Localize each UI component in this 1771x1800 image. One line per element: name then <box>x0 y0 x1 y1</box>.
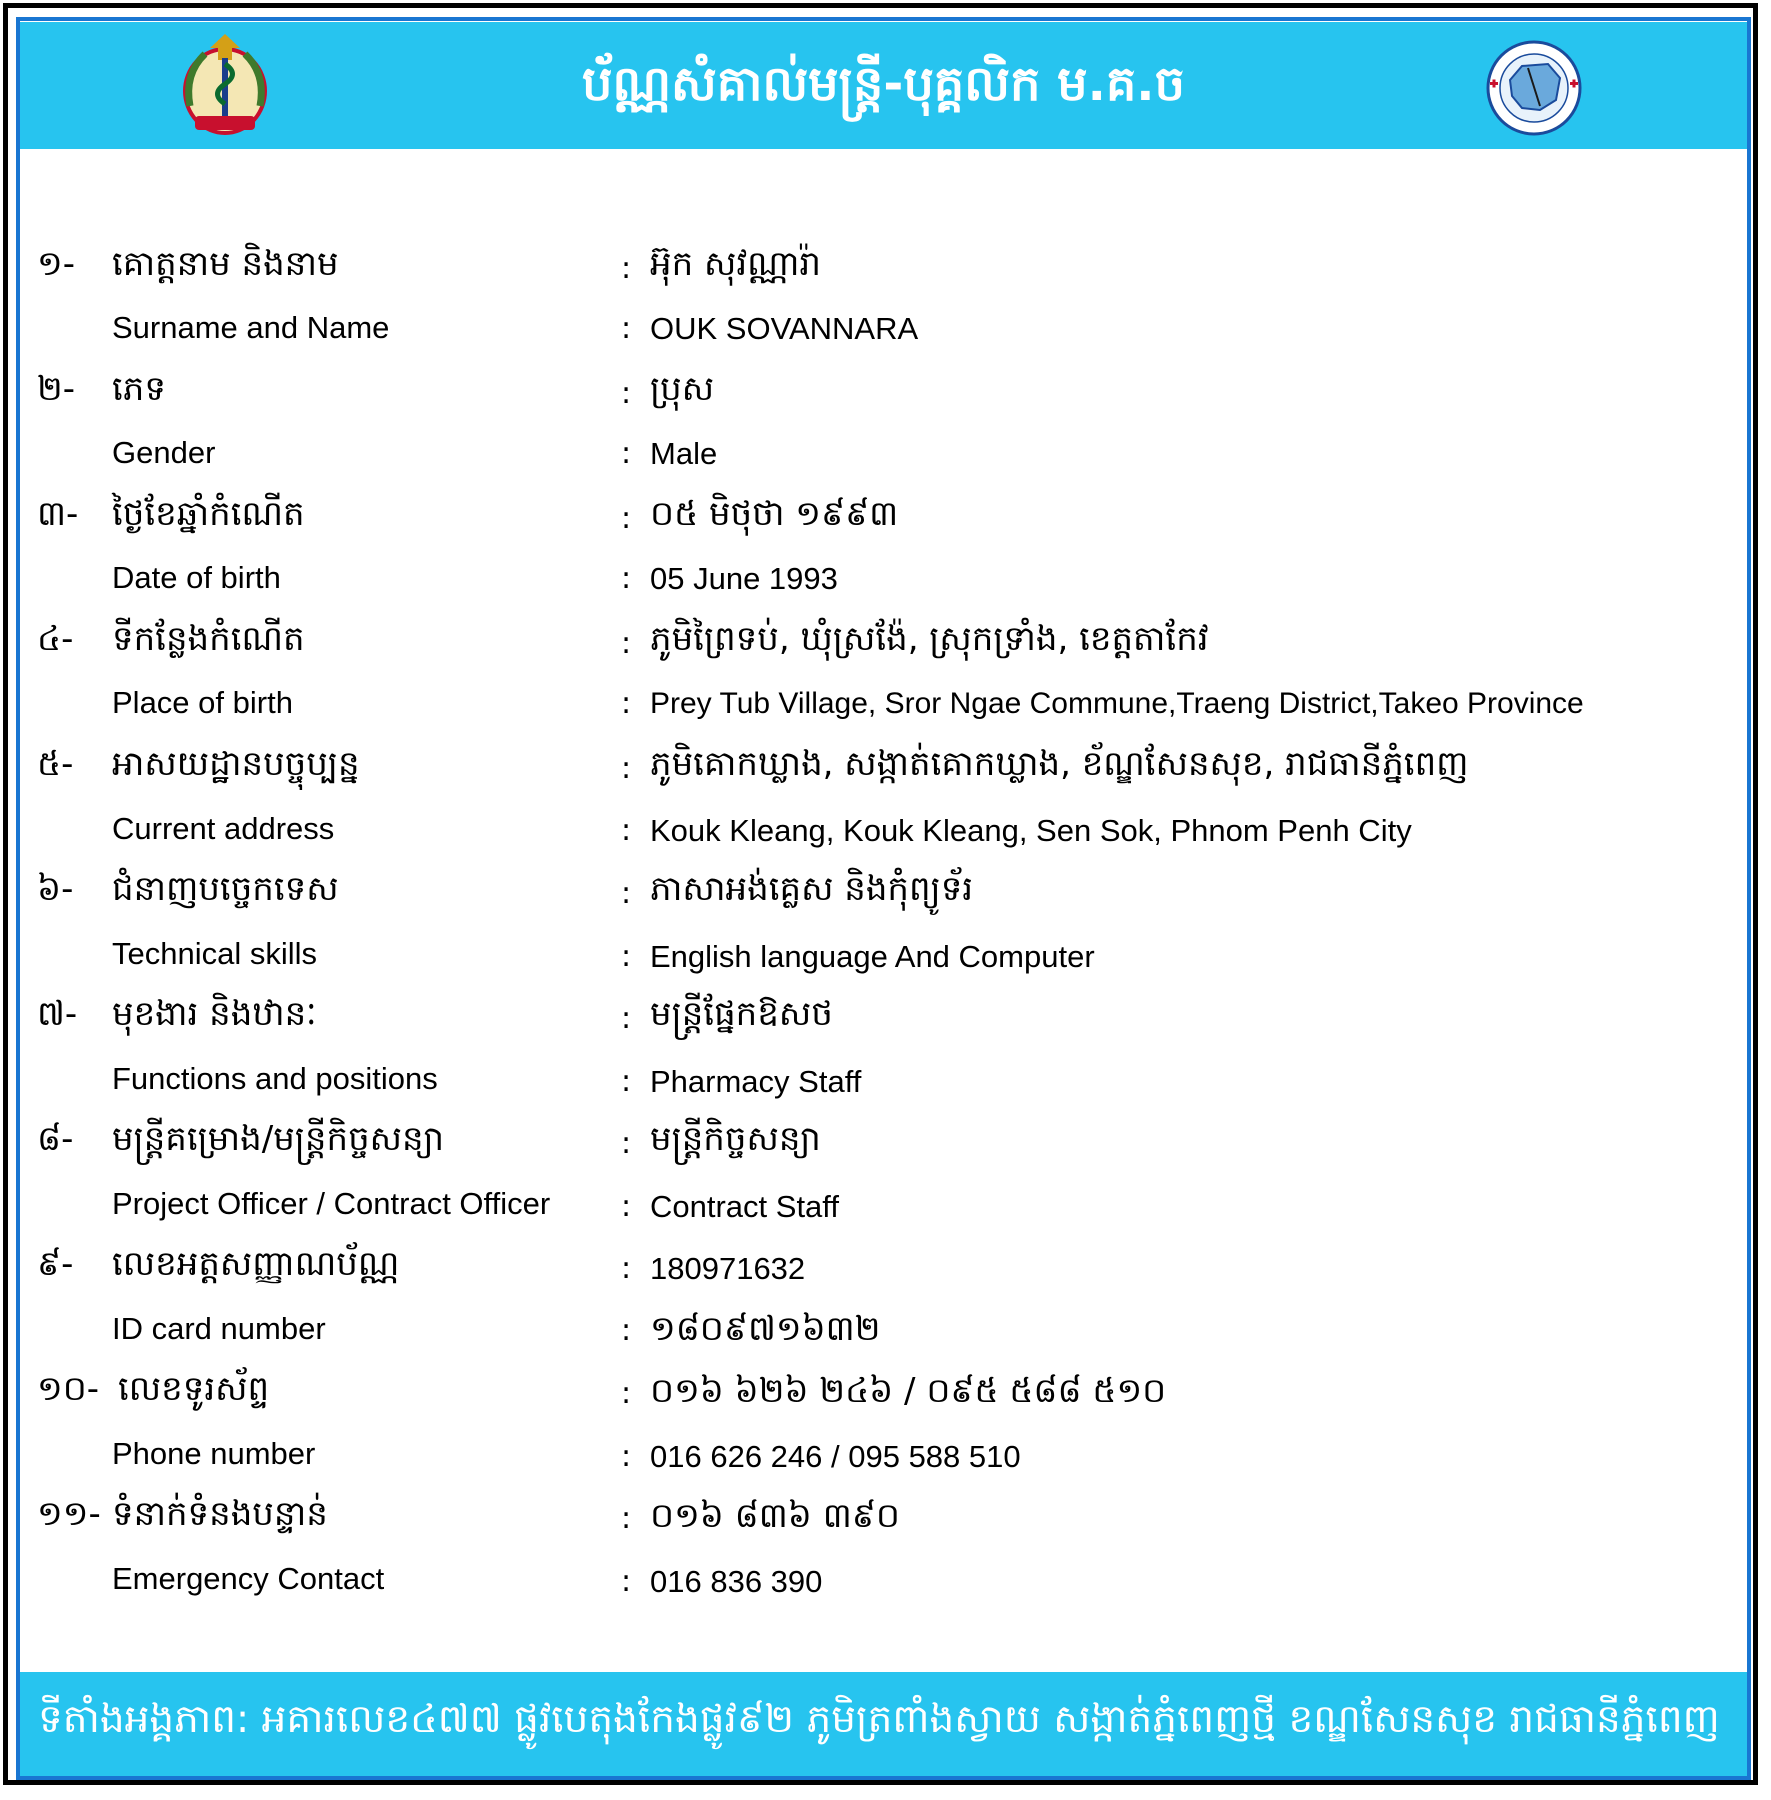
field-value-en: Pharmacy Staff <box>650 1064 862 1099</box>
field-value-km: ភូមិគោកឃ្លាង, សង្កាត់គោកឃ្លាង, ខ័ណ្ឌសែនសុខ, រាជធានីភ្នំពេញ <box>650 744 1469 784</box>
field-colon: : <box>621 1501 632 1536</box>
field-value-km: ០១៦ ៨៣៦ ៣៩០ <box>650 1496 900 1536</box>
field-colon: : <box>621 1001 632 1036</box>
field-value-en: 016 836 390 <box>650 1564 823 1599</box>
field-label-km: លេខអត្តសញ្ញាណប័ណ្ណ <box>112 1244 400 1284</box>
field-label-en: Phone number <box>112 1436 316 1471</box>
field-value-en: Kouk Kleang, Kouk Kleang, Sen Sok, Phnom Penh City <box>650 813 1412 848</box>
field-value-km: ប្រុស <box>650 369 715 409</box>
field-label-en: Functions and positions <box>112 1061 438 1096</box>
field-value-km: ០១៦ ៦២៦ ២៤៦ / ០៩៥ ៥៨៨ ៥១០ <box>650 1371 1167 1411</box>
field-value-km: អ៊ុក សុវណ្ណារ៉ា <box>650 244 822 284</box>
field-number: ៦- <box>37 869 74 909</box>
field-colon: : <box>621 1251 632 1286</box>
field-label-en: Project Officer / Contract Officer <box>112 1186 551 1221</box>
field-label-km: អាសយដ្ឋានបច្ចុប្បន្ន <box>112 744 360 784</box>
field-colon: : <box>621 251 632 286</box>
field-value-km: មន្ត្រីកិច្ចសន្យា <box>650 1119 821 1159</box>
field-label-km: មន្ត្រីគម្រោង/មន្ត្រីកិច្ចសន្យា <box>112 1119 445 1159</box>
card-header <box>20 22 1747 149</box>
field-value-en: 05 June 1993 <box>650 561 838 596</box>
field-value-en: ១៨០៩៧១៦៣២ <box>650 1309 881 1349</box>
field-value-en: Contract Staff <box>650 1189 839 1224</box>
field-colon: : <box>621 311 632 346</box>
field-label-km: ទីកន្លែងកំណើត <box>112 619 305 659</box>
field-colon: : <box>621 1439 632 1474</box>
field-value-km: ០៥ មិថុថា ១៩៩៣ <box>650 494 899 534</box>
field-value-en: Male <box>650 436 718 471</box>
field-value-km: 180971632 <box>650 1251 806 1286</box>
field-colon: : <box>621 1189 632 1224</box>
field-colon: : <box>621 561 632 596</box>
field-number: ៣- <box>37 494 79 534</box>
field-value-km: ភាសាអង់គ្លេស និងកុំព្យូទ័រ <box>650 869 974 909</box>
field-label-km: ថ្ងៃខែឆ្នាំកំណើត <box>112 494 305 534</box>
cambodia-map-logo <box>1482 38 1587 138</box>
field-label-km: លេខទូរស័ព្ទ <box>118 1369 270 1409</box>
field-colon: : <box>621 1064 632 1099</box>
field-colon: : <box>621 1564 632 1599</box>
field-colon: : <box>621 751 632 786</box>
header-title: ប័ណ្ណសំគាល់មន្ត្រី-បុគ្គលិក ម.គ.ច <box>581 56 1186 112</box>
field-number: ៧- <box>37 994 78 1034</box>
field-value-en: Prey Tub Village, Sror Ngae Commune,Traeng District,Takeo Province <box>650 687 1584 720</box>
field-value-en: 016 626 246 / 095 588 510 <box>650 1439 1021 1474</box>
field-colon: : <box>621 1313 632 1348</box>
field-label-km: ជំនាញបច្ចេកទេស <box>112 869 339 909</box>
field-colon: : <box>621 626 632 661</box>
field-label-km: គោត្តនាម និងនាម <box>112 244 339 284</box>
field-label-en: Place of birth <box>112 685 293 720</box>
field-label-en: Current address <box>112 811 335 846</box>
field-value-en: English language And Computer <box>650 939 1095 974</box>
field-value-km: ភូមិព្រៃទប់, ឃុំស្រង៉ែ, ស្រុកទ្រាំង, ខេត្តតាកែវ <box>650 619 1209 659</box>
field-colon: : <box>621 939 632 974</box>
field-label-en: Surname and Name <box>112 310 390 345</box>
field-colon: : <box>621 876 632 911</box>
field-label-en: Technical skills <box>112 936 318 971</box>
field-colon: : <box>621 1376 632 1411</box>
field-label-km: ទំនាក់ទំនងបន្ទាន់ <box>112 1494 328 1534</box>
field-number: ៩- <box>37 1244 74 1284</box>
field-label-en: Emergency Contact <box>112 1561 385 1596</box>
card-footer <box>20 1672 1747 1776</box>
field-value-en: OUK SOVANNARA <box>650 311 919 346</box>
field-number: ១០- <box>37 1369 100 1409</box>
field-number: ១- <box>37 244 76 284</box>
field-label-en: Gender <box>112 435 216 470</box>
field-label-en: ID card number <box>112 1311 326 1346</box>
field-number: ៤- <box>37 619 74 659</box>
field-number: ៨- <box>37 1119 74 1159</box>
field-number: ២- <box>37 369 76 409</box>
field-number: ១១- <box>37 1494 101 1534</box>
field-colon: : <box>621 686 632 721</box>
footer-address: ទីតាំងអង្គភាព: អគារលេខ៤៧៧ ផ្លូវបេតុងកែងផ្លូវ៩២ ភូមិត្រពាំងស្វាយ សង្កាត់ភ្នំពេញថ្មី ខណ្ឌសែនសុខ រាជធានីភ្នំពេញ <box>38 1697 1720 1742</box>
field-label-km: មុខងារ និងឋានៈ <box>112 994 317 1034</box>
field-label-en: Date of birth <box>112 560 281 595</box>
field-label-km: ភេទ <box>112 369 166 409</box>
field-colon: : <box>621 376 632 411</box>
field-colon: : <box>621 501 632 536</box>
field-colon: : <box>621 813 632 848</box>
field-value-km: មន្ត្រីផ្នែកឱសថ <box>650 994 833 1034</box>
field-number: ៥- <box>37 744 74 784</box>
field-colon: : <box>621 436 632 471</box>
field-colon: : <box>621 1126 632 1161</box>
